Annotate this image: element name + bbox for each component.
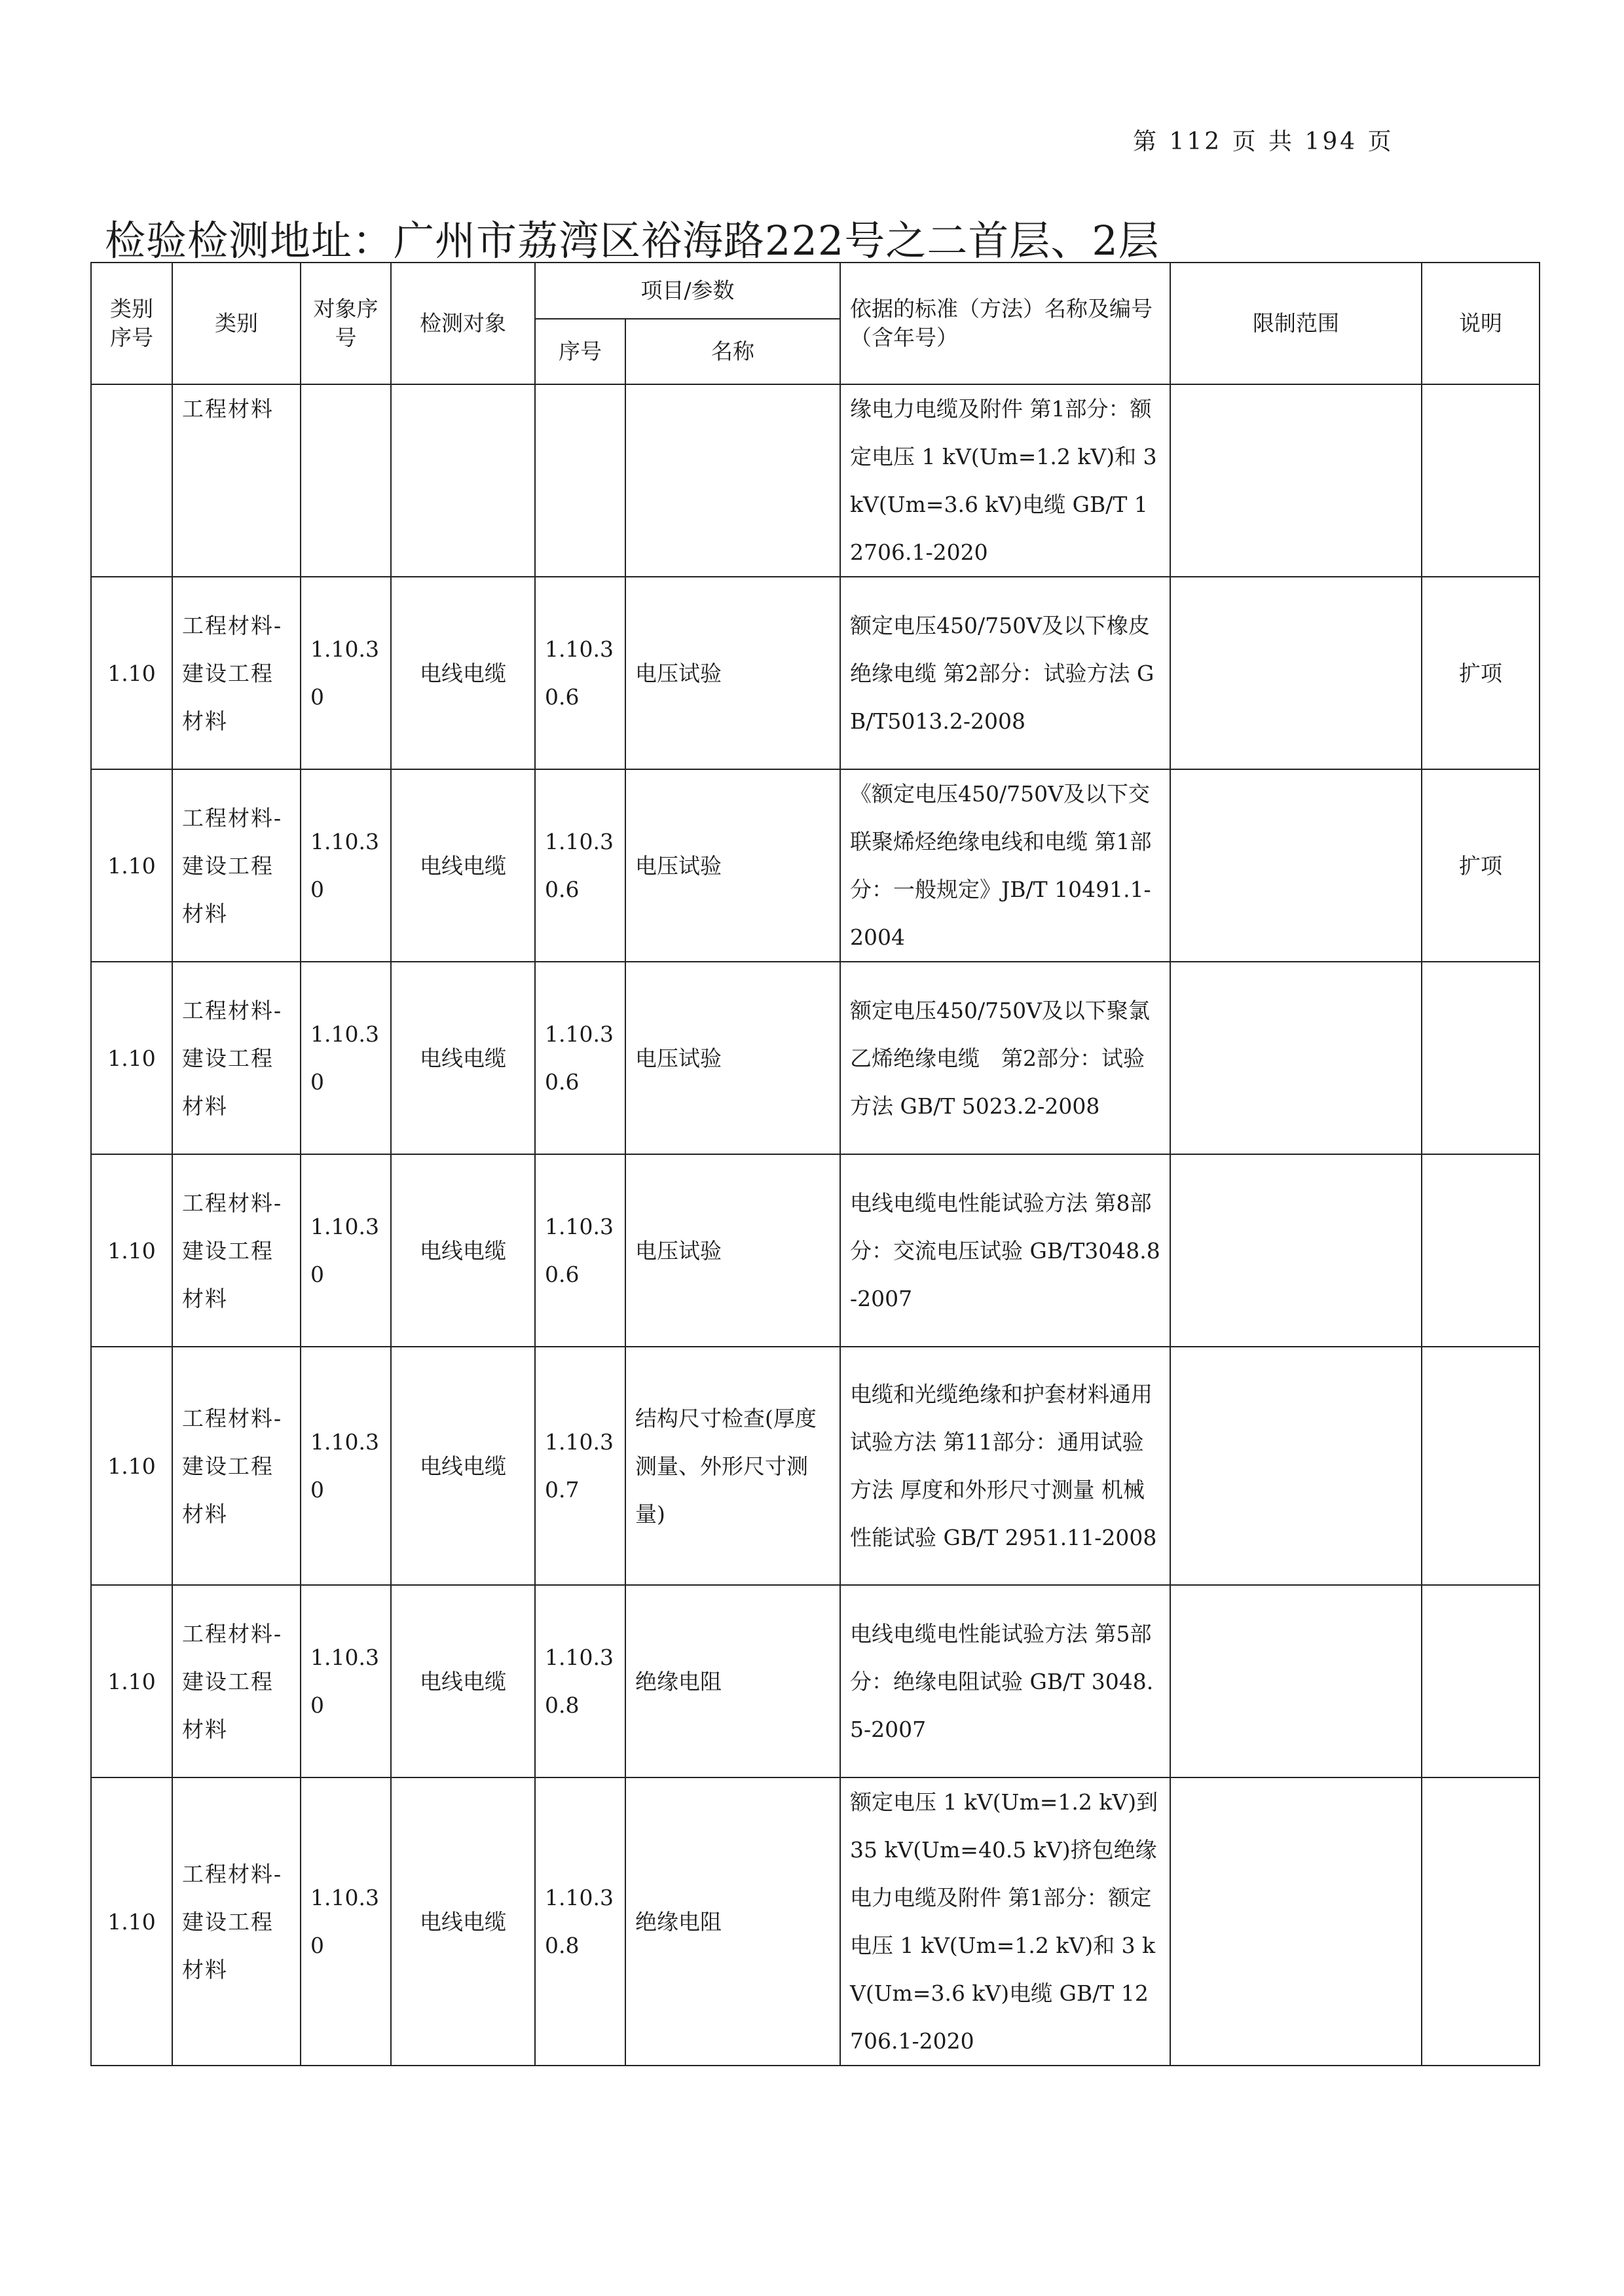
cell-object-no: 1.10.30 — [301, 1777, 391, 2066]
cell-category-no: 1.10 — [91, 962, 172, 1154]
cell-category-no: 1.10 — [91, 1777, 172, 2066]
cell-object: 电线电缆 — [391, 577, 535, 769]
cell-category: 工程材料-建设工程材料 — [172, 577, 301, 769]
cell-standard: 额定电压450/750V及以下橡皮绝缘电缆 第2部分：试验方法 GB/T5013.2-2008 — [840, 577, 1170, 769]
testing-address: 检验检测地址：广州市荔湾区裕海路222号之二首层、2层 — [105, 217, 1160, 264]
cell-object: 电线电缆 — [391, 1347, 535, 1585]
cell-category-no: 1.10 — [91, 1347, 172, 1585]
header-item-param: 项目/参数 — [535, 263, 840, 319]
cell-limit — [1170, 384, 1422, 577]
header-standard: 依据的标准（方法）名称及编号（含年号） — [840, 263, 1170, 384]
cell-object-no: 1.10.30 — [301, 1347, 391, 1585]
cell-item-no: 1.10.30.8 — [535, 1777, 625, 2066]
cell-category: 工程材料-建设工程材料 — [172, 769, 301, 962]
cell-limit — [1170, 962, 1422, 1154]
cell-item-no: 1.10.30.6 — [535, 962, 625, 1154]
table-row — [91, 1347, 1540, 1585]
table-row — [91, 1154, 1540, 1347]
cell-note — [1422, 1585, 1540, 1777]
cell-item-no: 1.10.30.6 — [535, 1154, 625, 1347]
cell-limit — [1170, 1347, 1422, 1585]
table-row — [91, 962, 1540, 1154]
cell-object — [391, 384, 535, 577]
header-item-no: 序号 — [535, 319, 625, 384]
cell-object: 电线电缆 — [391, 769, 535, 962]
cell-item-name: 结构尺寸检查(厚度测量、外形尺寸测量) — [625, 1347, 840, 1585]
table-row — [91, 577, 1540, 769]
cell-category-no: 1.10 — [91, 1585, 172, 1777]
header-category-no: 类别序号 — [91, 263, 172, 384]
cell-object: 电线电缆 — [391, 962, 535, 1154]
cell-note — [1422, 1347, 1540, 1585]
cell-object-no — [301, 384, 391, 577]
page-number: 第 112 页 共 194 页 — [1133, 128, 1394, 155]
scope-table — [90, 262, 1540, 2066]
cell-item-name: 绝缘电阻 — [625, 1777, 840, 2066]
cell-limit — [1170, 1154, 1422, 1347]
cell-object-no: 1.10.30 — [301, 1154, 391, 1347]
cell-item-no: 1.10.30.7 — [535, 1347, 625, 1585]
header-category: 类别 — [172, 263, 301, 384]
cell-item-name: 电压试验 — [625, 769, 840, 962]
cell-category: 工程材料-建设工程材料 — [172, 1154, 301, 1347]
cell-note — [1422, 384, 1540, 577]
cell-item-no: 1.10.30.6 — [535, 769, 625, 962]
cell-standard: 电线电缆电性能试验方法 第5部分：绝缘电阻试验 GB/T 3048.5-2007 — [840, 1585, 1170, 1777]
header-row-1 — [91, 263, 1540, 319]
header-object: 检测对象 — [391, 263, 535, 384]
cell-item-name — [625, 384, 840, 577]
cell-object: 电线电缆 — [391, 1777, 535, 2066]
table-row — [91, 769, 1540, 962]
cell-limit — [1170, 1777, 1422, 2066]
cell-object: 电线电缆 — [391, 1585, 535, 1777]
cell-note — [1422, 1154, 1540, 1347]
cell-item-name: 电压试验 — [625, 577, 840, 769]
table-row — [91, 384, 1540, 577]
cell-category: 工程材料-建设工程材料 — [172, 962, 301, 1154]
cell-note — [1422, 1777, 1540, 2066]
cell-category: 工程材料-建设工程材料 — [172, 1347, 301, 1585]
header-item-name: 名称 — [625, 319, 840, 384]
header-limit: 限制范围 — [1170, 263, 1422, 384]
cell-note — [1422, 962, 1540, 1154]
header-object-no: 对象序号 — [301, 263, 391, 384]
cell-item-name: 电压试验 — [625, 962, 840, 1154]
cell-object: 电线电缆 — [391, 1154, 535, 1347]
cell-category: 工程材料-建设工程材料 — [172, 1777, 301, 2066]
cell-standard: 额定电压450/750V及以下聚氯乙烯绝缘电缆 第2部分：试验方法 GB/T 5023.2-2008 — [840, 962, 1170, 1154]
table-row — [91, 1777, 1540, 2066]
cell-item-name: 绝缘电阻 — [625, 1585, 840, 1777]
cell-standard: 《额定电压450/750V及以下交联聚烯烃绝缘电线和电缆 第1部分：一般规定》JB/T 10491.1-2004 — [840, 769, 1170, 962]
cell-limit — [1170, 1585, 1422, 1777]
cell-item-no: 1.10.30.8 — [535, 1585, 625, 1777]
cell-category-no — [91, 384, 172, 577]
cell-standard: 缘电力电缆及附件 第1部分：额定电压 1 kV(Um=1.2 kV)和 3 kV(Um=3.6 kV)电缆 GB/T 12706.1-2020 — [840, 384, 1170, 577]
cell-item-no — [535, 384, 625, 577]
cell-limit — [1170, 769, 1422, 962]
cell-note: 扩项 — [1422, 577, 1540, 769]
cell-object-no: 1.10.30 — [301, 962, 391, 1154]
cell-item-name: 电压试验 — [625, 1154, 840, 1347]
cell-item-no: 1.10.30.6 — [535, 577, 625, 769]
cell-category: 工程材料 — [172, 384, 301, 577]
cell-category: 工程材料-建设工程材料 — [172, 1585, 301, 1777]
table-row — [91, 1585, 1540, 1777]
cell-category-no: 1.10 — [91, 1154, 172, 1347]
cell-limit — [1170, 577, 1422, 769]
cell-category-no: 1.10 — [91, 769, 172, 962]
cell-standard: 电线电缆电性能试验方法 第8部分：交流电压试验 GB/T3048.8-2007 — [840, 1154, 1170, 1347]
cell-category-no: 1.10 — [91, 577, 172, 769]
cell-object-no: 1.10.30 — [301, 577, 391, 769]
cell-object-no: 1.10.30 — [301, 769, 391, 962]
cell-note: 扩项 — [1422, 769, 1540, 962]
cell-standard: 额定电压 1 kV(Um=1.2 kV)到 35 kV(Um=40.5 kV)挤包绝缘电力电缆及附件 第1部分：额定电压 1 kV(Um=1.2 kV)和 3 kV(Um=3.6 kV)电缆 GB/T 12706.1-2020 — [840, 1777, 1170, 2066]
cell-standard: 电缆和光缆绝缘和护套材料通用试验方法 第11部分：通用试验方法 厚度和外形尺寸测量 机械性能试验 GB/T 2951.11-2008 — [840, 1347, 1170, 1585]
cell-object-no: 1.10.30 — [301, 1585, 391, 1777]
header-note: 说明 — [1422, 263, 1540, 384]
